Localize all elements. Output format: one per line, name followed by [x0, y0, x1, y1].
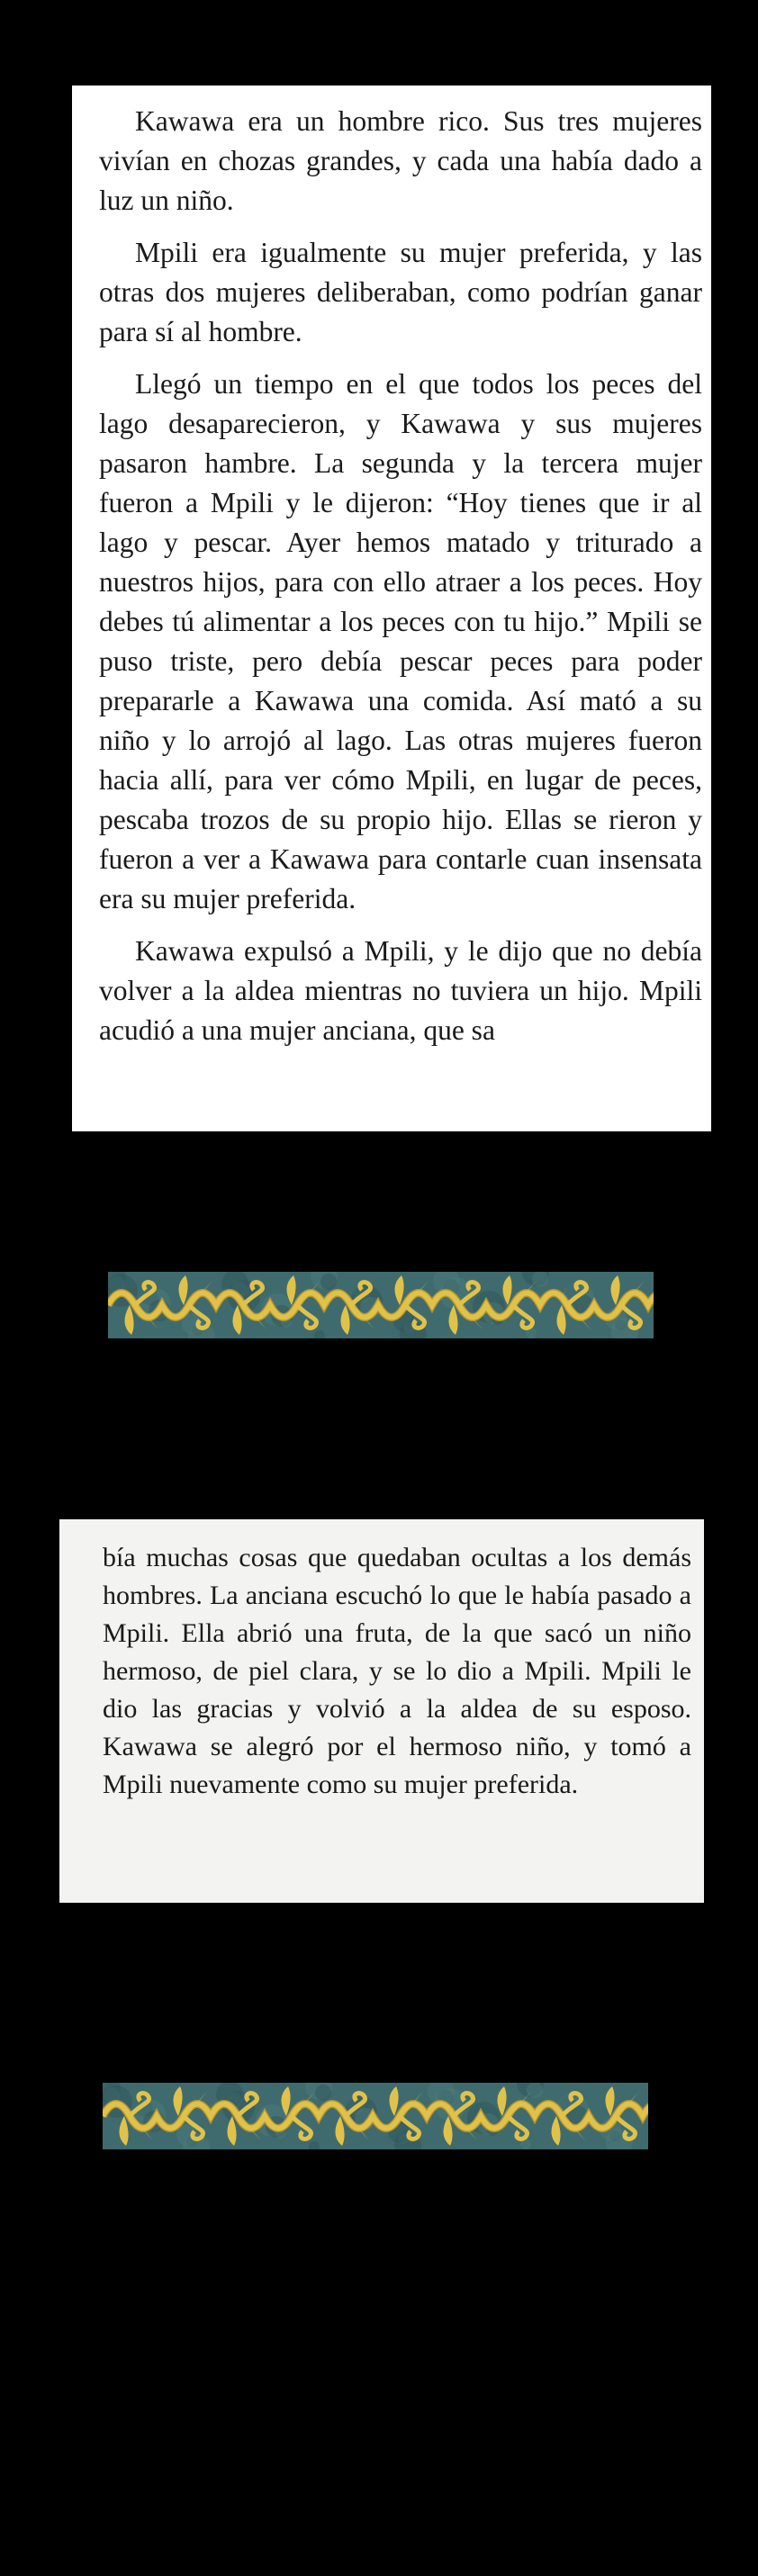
paragraph: Kawawa expulsó a Mpili, y le dijo que no debía volver a la aldea mientras no tuviera un hijo. Mpili acudió a una mujer anciana, que sa [99, 935, 702, 1046]
paragraph: Mpili era igualmente su mujer preferida, y las otras dos mujeres deliberaban, como podrían ganar para sí al hombre. [99, 237, 702, 347]
vine-ornament-icon [103, 2083, 648, 2149]
decorative-ornament-band [108, 1272, 654, 1338]
vine-ornament-icon [108, 1272, 654, 1338]
paragraph: bía muchas cosas que quedaban ocultas a los demás hombres. La anciana escuchó lo que le había pasado a Mpili. Ella abrió una fruta, de la que sacó un niño hermoso, de piel clara, y se lo dio a Mpili. Mpili le dio las gracias y volvió a la aldea de su esposo. Kawawa se alegró por el hermoso niño, y tomó a Mpili nuevamente como su mujer preferida. [103, 1543, 691, 1799]
decorative-ornament-band [103, 2083, 648, 2149]
book-page-2 [59, 1519, 704, 1903]
paragraph: Kawawa era un hombre rico. Sus tres mujeres vivían en chozas grandes, y cada una había dado a luz un niño. [99, 105, 702, 216]
book-page-1 [72, 86, 711, 1131]
paragraph: Llegó un tiempo en el que todos los peces del lago desaparecieron, y Kawawa y sus mujeres pasaron hambre. La segunda y la tercera mujer fueron a Mpili y le dijeron: “Hoy tienes que ir al lago y pescar. Ayer hemos matado y triturado a nuestros hijos, para con ello atraer a los peces. Hoy debes tú alimentar a los peces con tu hijo.” Mpili se puso triste, pero debía pescar peces para poder prepararle a Kawawa una comida. Así mató a su niño y lo arrojó al lago. Las otras mujeres fueron hacia allí, para ver cómo Mpili, en lugar de peces, pescaba trozos de su propio hijo. Ellas se rieron y fueron a ver a Kawawa para contarle cuan insensata era su mujer preferida. [99, 368, 702, 914]
